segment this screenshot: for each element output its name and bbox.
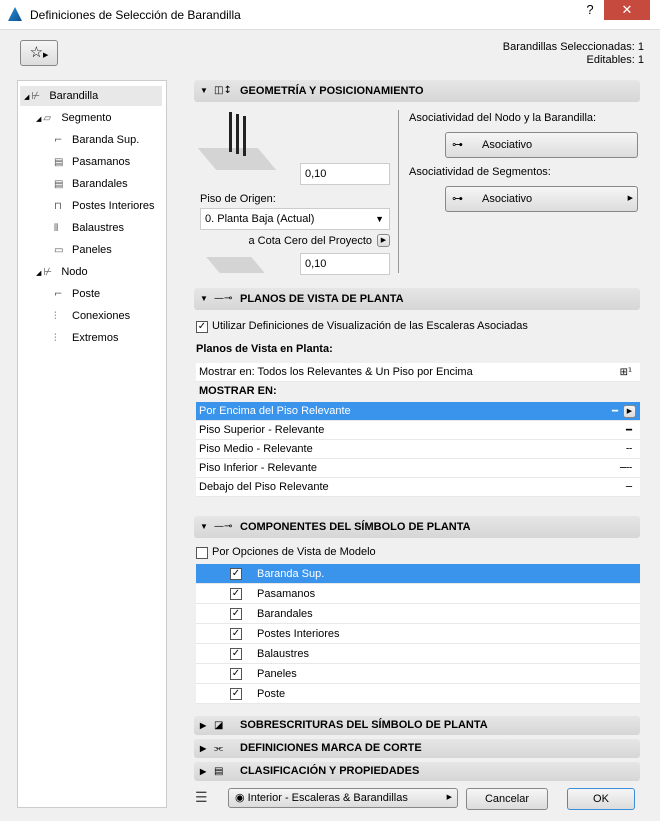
component-checkbox[interactable]: ✓ bbox=[231, 648, 241, 659]
component-checkbox[interactable]: ✓ bbox=[231, 688, 241, 699]
collapse-icon: ▼ bbox=[200, 294, 208, 303]
line-style-icon: ━ bbox=[611, 406, 618, 417]
tree-item-label: Postes Interiores bbox=[72, 200, 155, 212]
component-icon: ⌐ bbox=[54, 289, 63, 300]
tree-item-label: Paneles bbox=[72, 244, 112, 256]
component-checkbox[interactable]: ✓ bbox=[231, 588, 241, 599]
plan-row-label: Piso Superior - Relevante bbox=[199, 424, 325, 436]
association-icon: ⊶ bbox=[452, 192, 463, 205]
tree-item-label: Poste bbox=[72, 288, 101, 300]
expand-icon: ▶ bbox=[200, 744, 207, 753]
tree-item-label: Balaustres bbox=[72, 222, 124, 234]
section-collapsed[interactable] bbox=[194, 762, 640, 781]
tree-item[interactable] bbox=[54, 328, 118, 348]
seg-assoc-value: Asociativo bbox=[482, 193, 533, 205]
section-title: COMPONENTES DEL SÍMBOLO DE PLANTA bbox=[240, 521, 471, 533]
plan-line-icon: —⊸ bbox=[214, 521, 233, 532]
railing-height-illustration bbox=[205, 108, 275, 173]
section-icon: ⫘ bbox=[214, 743, 223, 754]
component-icon: ▱ bbox=[43, 113, 52, 124]
tree-item-label: Conexiones bbox=[72, 310, 131, 322]
section-collapsed[interactable] bbox=[194, 716, 640, 735]
collapse-icon: ▼ bbox=[200, 522, 208, 531]
component-icon: ⫶ bbox=[54, 311, 57, 322]
ok-button[interactable]: OK bbox=[567, 788, 635, 810]
section-components[interactable] bbox=[194, 516, 640, 538]
layers-icon: ☰ bbox=[195, 789, 208, 805]
floor-offset-input[interactable]: 0,10 bbox=[300, 253, 390, 275]
tree-item[interactable] bbox=[54, 284, 100, 304]
zero-ref-label: a Cota Cero del Proyecto bbox=[248, 235, 372, 247]
component-icon: ▤ bbox=[54, 179, 64, 190]
component-checkbox[interactable]: ✓ bbox=[231, 668, 241, 679]
node-assoc-value: Asociativo bbox=[482, 139, 533, 151]
component-label: Poste bbox=[257, 688, 286, 700]
arrow-right-icon: ▶ bbox=[446, 794, 452, 801]
component-label: Postes Interiores bbox=[257, 628, 340, 640]
use-stair-label: Utilizar Definiciones de Visualización de las Escaleras Asociadas bbox=[212, 320, 528, 332]
close-button[interactable]: ✕ bbox=[604, 0, 650, 20]
plan-row[interactable] bbox=[196, 478, 640, 497]
section-geometry[interactable] bbox=[194, 80, 640, 102]
tree-item[interactable] bbox=[54, 130, 139, 150]
section-icon: ▤ bbox=[214, 766, 224, 777]
tree-item-label: Extremos bbox=[72, 332, 119, 344]
tree-item-label: Pasamanos bbox=[72, 156, 131, 168]
origin-floor-select[interactable] bbox=[200, 208, 390, 230]
show-on-header: MOSTRAR EN: bbox=[199, 385, 277, 397]
line-style-icon: ╌ bbox=[625, 444, 632, 455]
selection-info bbox=[503, 41, 644, 67]
component-row[interactable] bbox=[196, 644, 640, 664]
favorites-button[interactable]: ☆▶ bbox=[20, 40, 58, 66]
node-assoc-button[interactable] bbox=[445, 132, 638, 158]
selected-count: Barandillas Seleccionadas: 1 bbox=[502, 41, 644, 53]
cancel-button[interactable]: Cancelar bbox=[466, 788, 548, 810]
settings-tree[interactable] bbox=[17, 80, 167, 808]
star-icon: ☆ bbox=[29, 44, 44, 61]
plan-row[interactable] bbox=[196, 440, 640, 459]
expand-icon[interactable]: ◢ bbox=[24, 94, 32, 101]
floors-icon: ⊞¹ bbox=[619, 367, 632, 378]
divider bbox=[398, 110, 399, 273]
by-model-label: Por Opciones de Vista de Modelo bbox=[212, 546, 376, 558]
component-label: Paneles bbox=[257, 668, 297, 680]
view-combination-button[interactable] bbox=[228, 788, 458, 808]
use-stair-checkbox[interactable]: ✓ Utilizar Definiciones de Visualización de las Escaleras Asociadas bbox=[197, 320, 528, 332]
tree-item[interactable] bbox=[54, 240, 112, 260]
plan-row[interactable] bbox=[196, 459, 640, 478]
dropdown-arrow-icon: ▼ bbox=[375, 214, 384, 224]
component-label: Baranda Sup. bbox=[257, 568, 325, 580]
expand-icon[interactable]: ◢ bbox=[36, 116, 44, 123]
plan-row-label: Piso Inferior - Relevante bbox=[199, 462, 317, 474]
railing-height-input[interactable]: 0,10 bbox=[300, 163, 390, 185]
section-collapsed[interactable] bbox=[194, 739, 640, 758]
show-on-value: Mostrar en: Todos los Relevantes & Un Piso por Encima bbox=[199, 366, 473, 378]
component-icon: ▤ bbox=[54, 157, 64, 168]
tree-item[interactable] bbox=[36, 262, 88, 282]
plan-row-label: Debajo del Piso Relevante bbox=[199, 481, 329, 493]
view-value: Interior - Escaleras & Barandillas bbox=[247, 792, 408, 804]
plan-row[interactable] bbox=[196, 402, 640, 421]
tree-item[interactable] bbox=[54, 306, 130, 326]
seg-assoc-label: Asociatividad de Segmentos: bbox=[409, 166, 551, 178]
tree-item[interactable] bbox=[20, 86, 162, 106]
line-style-icon: ─╌ bbox=[619, 463, 632, 474]
plan-row[interactable] bbox=[196, 421, 640, 440]
component-checkbox[interactable]: ✓ bbox=[231, 608, 241, 619]
tree-item-label: Baranda Sup. bbox=[72, 134, 140, 146]
window-title: Definiciones de Selección de Barandilla bbox=[30, 8, 241, 22]
plan-row-label: Por Encima del Piso Relevante bbox=[199, 405, 351, 417]
section-icon: ◪ bbox=[214, 720, 224, 731]
origin-floor-label: Piso de Origen: bbox=[200, 193, 276, 205]
tree-item[interactable] bbox=[36, 108, 111, 128]
section-plan[interactable] bbox=[194, 288, 640, 310]
component-icon: ⊬ bbox=[43, 267, 53, 278]
component-icon: ⊬ bbox=[31, 91, 41, 102]
plan-line-icon: —⊸ bbox=[214, 293, 233, 304]
title-bar bbox=[0, 0, 660, 30]
app-icon bbox=[8, 7, 22, 21]
component-row[interactable] bbox=[196, 604, 640, 624]
seg-assoc-button[interactable] bbox=[445, 186, 638, 212]
component-row[interactable] bbox=[196, 664, 640, 684]
line-style-icon: ━ bbox=[625, 425, 632, 436]
component-label: Pasamanos bbox=[257, 588, 316, 600]
origin-floor-value: 0. Planta Baja (Actual) bbox=[205, 213, 315, 225]
section-title: CLASIFICACIÓN Y PROPIEDADES bbox=[240, 765, 420, 777]
section-title: PLANOS DE VISTA DE PLANTA bbox=[240, 293, 404, 305]
section-title: SOBRESCRITURAS DEL SÍMBOLO DE PLANTA bbox=[240, 719, 488, 731]
tree-item-label: Barandilla bbox=[49, 90, 99, 102]
tree-item-label: Nodo bbox=[61, 266, 88, 278]
tree-item[interactable] bbox=[54, 152, 130, 172]
component-checkbox[interactable]: ✓ bbox=[231, 628, 241, 639]
by-model-checkbox[interactable] bbox=[196, 546, 376, 558]
node-assoc-label: Asociatividad del Nodo y la Barandilla: bbox=[409, 112, 597, 124]
tree-item[interactable] bbox=[54, 196, 155, 216]
plan-row-label: Piso Medio - Relevante bbox=[199, 443, 313, 455]
help-button[interactable]: ? bbox=[586, 2, 594, 17]
show-on-row[interactable] bbox=[196, 363, 640, 382]
arrow-right-icon: ▶ bbox=[627, 195, 633, 202]
component-label: Balaustres bbox=[257, 648, 309, 660]
row-options-button[interactable]: ▶ bbox=[623, 405, 636, 418]
component-icon: ⫶ bbox=[54, 333, 57, 344]
geometry-icon: ◫↕ bbox=[214, 85, 232, 96]
component-icon: ⌐ bbox=[54, 135, 63, 146]
component-icon: ▭ bbox=[54, 245, 64, 256]
tree-item-label: Segmento bbox=[61, 112, 112, 124]
association-icon: ⊶ bbox=[452, 138, 463, 151]
section-title: GEOMETRÍA Y POSICIONAMIENTO bbox=[240, 85, 424, 97]
tree-item[interactable] bbox=[54, 174, 128, 194]
component-label: Barandales bbox=[257, 608, 313, 620]
tree-item-label: Barandales bbox=[72, 178, 128, 190]
section-title: DEFINICIONES MARCA DE CORTE bbox=[240, 742, 422, 754]
plan-subtitle: Planos de Vista en Planta: bbox=[196, 343, 333, 355]
expand-icon[interactable]: ◢ bbox=[36, 270, 44, 277]
component-row[interactable] bbox=[196, 624, 640, 644]
component-icon: ⫴ bbox=[54, 223, 59, 234]
component-row[interactable] bbox=[196, 684, 640, 704]
editable-count: Editables: 1 bbox=[586, 54, 644, 66]
component-icon: ⊓ bbox=[54, 201, 62, 212]
collapse-icon: ▼ bbox=[200, 86, 208, 95]
component-row[interactable] bbox=[196, 584, 640, 604]
line-style-icon: ─ bbox=[625, 482, 632, 493]
tree-item[interactable] bbox=[54, 218, 124, 238]
expand-icon: ▶ bbox=[200, 721, 207, 730]
component-row[interactable] bbox=[196, 564, 640, 584]
zero-ref-button[interactable]: ▶ bbox=[377, 234, 390, 247]
eye-icon: ◉ bbox=[235, 792, 248, 804]
expand-icon: ▶ bbox=[200, 767, 207, 776]
component-checkbox[interactable]: ✓ bbox=[231, 568, 241, 579]
floor-offset-illustration bbox=[205, 255, 275, 275]
